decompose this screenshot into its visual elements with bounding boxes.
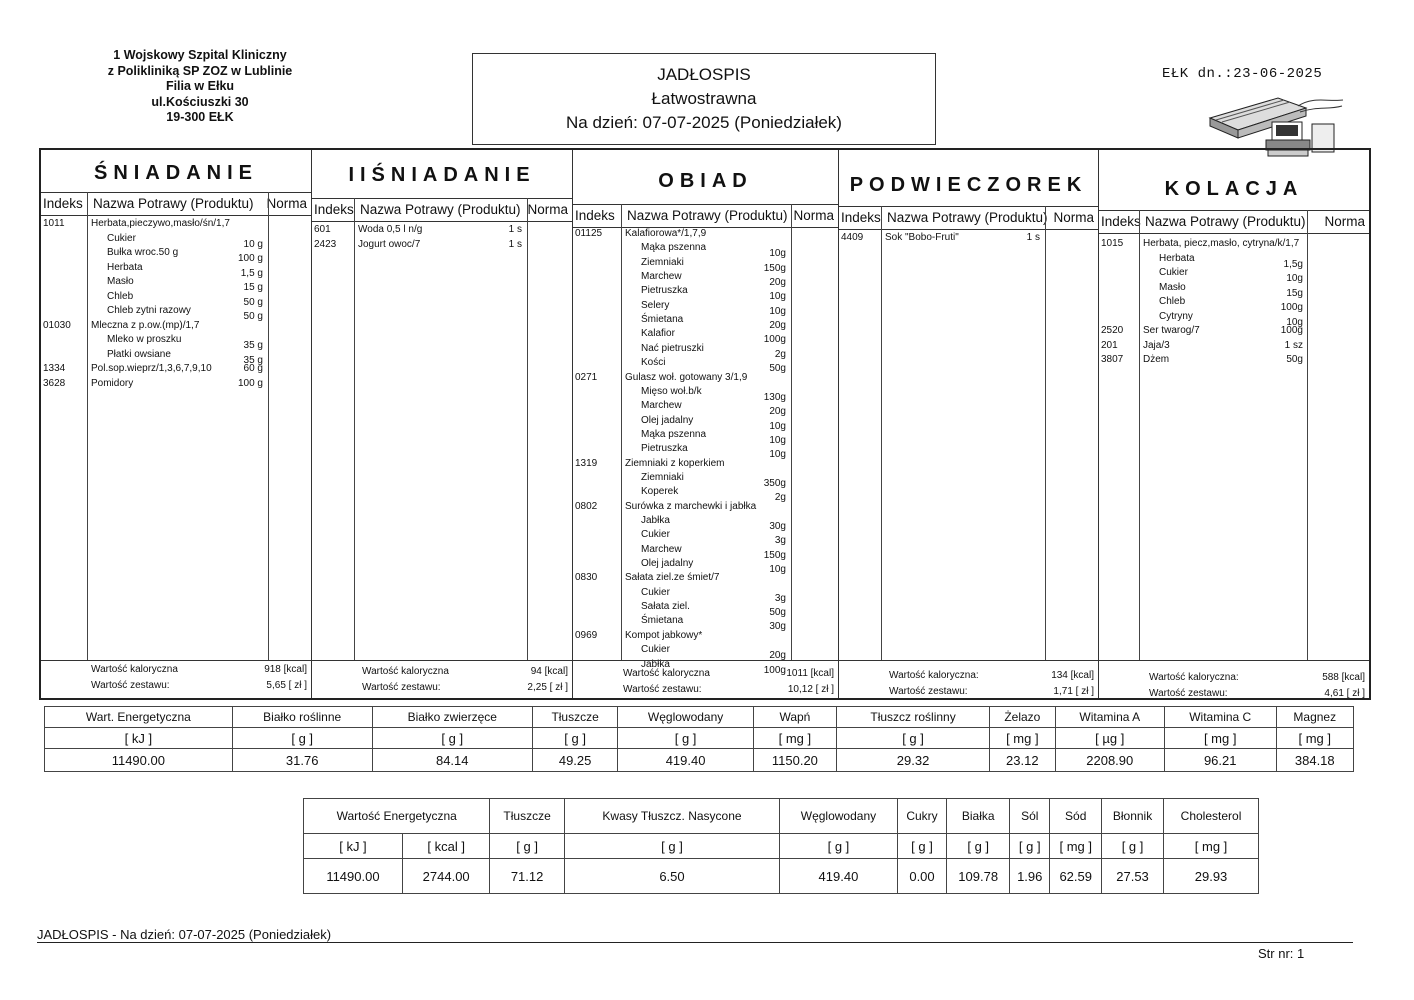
column-divider [268, 192, 269, 660]
title-box [472, 53, 936, 145]
nutrient-value: 6.50 [564, 859, 779, 894]
item-quantity: 1 sz [1284, 339, 1303, 351]
item-quantity: 100 g [237, 253, 263, 264]
item-quantity: 20g [769, 320, 786, 332]
column-header-index: Indeks [1101, 214, 1141, 229]
nutrient-header: Cukry [897, 799, 947, 834]
column-divider [1307, 210, 1308, 660]
page-title: JADŁOSPIS [657, 65, 751, 84]
item-name: Pomidory [91, 377, 134, 389]
nutrient-header: Sól [1010, 799, 1050, 834]
nutrient-unit: [ g ] [1102, 834, 1164, 859]
nutrient-unit: [ mg ] [1276, 728, 1353, 749]
column-header-index: Indeks [841, 210, 881, 225]
calorie-value: 918 [kcal] [264, 664, 307, 675]
column-header-norm: Norma [1324, 214, 1365, 229]
item-quantity: 20g [769, 277, 786, 289]
item-quantity: 60 g [243, 363, 263, 374]
item-name: Selery [641, 299, 670, 311]
item-quantity: 100 g [237, 377, 263, 389]
column-divider [527, 198, 528, 660]
column-header-row [573, 204, 838, 228]
item-index: 201 [1101, 339, 1118, 351]
item-name: Mięso woł.b/k [641, 385, 702, 397]
item-quantity: 15g [1286, 287, 1303, 299]
summary-divider [573, 660, 838, 661]
item-name: Chleb [1159, 296, 1186, 307]
item-name: Marchew [641, 400, 682, 412]
nutrient-unit: [ mg ] [1050, 834, 1102, 859]
item-index: 1011 [43, 218, 65, 229]
item-name: Chleb zytni razowy [107, 305, 191, 316]
nutrition-unit-row [45, 728, 1354, 749]
item-quantity: 50 g [243, 296, 263, 308]
item-quantity: 100g [1280, 302, 1303, 313]
item-quantity: 30g [769, 521, 786, 532]
cost-label: Wartość zestawu: [889, 686, 968, 697]
item-name: Mleczna z p.ow.(mp)/1,7 [91, 319, 200, 331]
item-name: Jabłka [641, 658, 670, 670]
cost-value: 5,65 [ zł ] [266, 680, 307, 691]
nutrient-header: Białko zwierzęce [372, 707, 532, 728]
item-name: Woda 0,5 l n/g [358, 224, 423, 235]
item-quantity: 1 s [1026, 232, 1040, 243]
nutrient-value: 84.14 [372, 749, 532, 772]
nutrient-unit: [ mg ] [1164, 728, 1276, 749]
cost-label: Wartość zestawu: [362, 682, 441, 693]
nutrient-value: 2744.00 [402, 859, 490, 894]
item-index: 01125 [575, 228, 603, 239]
column-header-row [312, 198, 572, 222]
cost-value: 2,25 [ zł ] [527, 682, 568, 693]
item-index: 1319 [575, 457, 598, 469]
item-name: Cukier [641, 644, 670, 656]
nutrient-unit: [ g ] [372, 728, 532, 749]
cost-label: Wartość zestawu: [1149, 688, 1228, 699]
section-title: ŚNIADANIE [93, 162, 258, 184]
nutrient-unit: [ g ] [837, 728, 990, 749]
nutrient-value: 11490.00 [304, 859, 403, 894]
cost-value: 4,61 [ zł ] [1324, 688, 1365, 699]
nutrient-header: Białko roślinne [232, 707, 372, 728]
item-quantity: 1 s [508, 238, 522, 250]
item-index: 601 [314, 224, 331, 235]
item-name: Cukier [641, 529, 670, 541]
nutrient-value: 419.40 [780, 859, 897, 894]
nutrition-label-table [303, 798, 1259, 894]
nutrient-value: 109.78 [947, 859, 1010, 894]
item-name: Marchew [641, 271, 682, 283]
summary-divider [839, 660, 1098, 661]
nutrient-header: Tłuszcze [532, 707, 618, 728]
nutrient-unit: [ g ] [897, 834, 947, 859]
column-divider [1139, 210, 1140, 660]
nutrient-value: 2208.90 [1055, 749, 1164, 772]
nutrient-value: 29.93 [1164, 859, 1259, 894]
nutrient-header: Magnez [1276, 707, 1353, 728]
nutrient-header: Węglowodany [618, 707, 753, 728]
column-divider [354, 198, 355, 660]
column-header-row [839, 206, 1098, 230]
section-obiad [573, 150, 839, 698]
item-name: Dżem [1143, 354, 1170, 365]
column-divider [881, 206, 882, 660]
nutrient-value: 31.76 [232, 749, 372, 772]
item-quantity: 10g [769, 420, 786, 432]
column-header-name: Nazwa Potrawy (Produktu) [360, 202, 521, 217]
nutrition-summary-table [44, 706, 1354, 772]
nutrition-header-row [304, 799, 1259, 834]
calorie-label: Wartość kaloryczna [623, 668, 710, 679]
item-index: 2520 [1101, 325, 1124, 336]
item-name: Herbata [107, 261, 143, 273]
footer-divider [37, 942, 1353, 943]
column-header-name: Nazwa Potrawy (Produktu) [887, 210, 1048, 225]
item-index: 3807 [1101, 354, 1124, 365]
item-quantity: 30g [769, 621, 786, 633]
diet-name: Łatwostrawna [651, 89, 757, 108]
nutrition-value-row [304, 859, 1259, 894]
nutrient-header: Żelazo [990, 707, 1056, 728]
item-name: Cukier [641, 586, 670, 598]
section-title: KOLACJA [1164, 178, 1304, 200]
item-name: Śmietana [641, 615, 684, 627]
column-header-index: Indeks [43, 196, 83, 211]
column-divider [87, 192, 88, 660]
calorie-value: 1011 [kcal] [786, 668, 834, 679]
item-quantity: 10 g [243, 238, 263, 250]
nutrient-value: 29.32 [837, 749, 990, 772]
calorie-value: 588 [kcal] [1322, 672, 1365, 683]
column-divider [621, 204, 622, 660]
item-name: Mąka pszenna [641, 242, 707, 254]
item-index: 1015 [1101, 238, 1124, 249]
item-name: Ziemniaki [641, 471, 684, 483]
column-header-norm: Norma [793, 208, 834, 223]
issue-date: EŁK dn.:23-06-2025 [1162, 66, 1323, 82]
nutrient-value: 23.12 [990, 749, 1056, 772]
item-index: 3628 [43, 377, 66, 389]
nutrient-header: Tłuszcz roślinny [837, 707, 990, 728]
item-name: Cukier [107, 232, 136, 244]
column-header-name: Nazwa Potrawy (Produktu) [93, 196, 254, 211]
item-name: Marchew [641, 543, 682, 555]
cost-label: Wartość zestawu: [623, 684, 702, 695]
summary-divider [312, 660, 572, 661]
item-name: Sałata ziel. [641, 601, 690, 613]
item-name: Masło [107, 276, 134, 287]
item-name: Chleb [107, 290, 134, 302]
nutrient-header: Wart. Energetyczna [45, 707, 233, 728]
item-name: Cytryny [1159, 310, 1193, 322]
item-name: Śmietana [641, 314, 684, 326]
item-quantity: 10g [769, 248, 786, 260]
item-quantity: 1 s [508, 224, 522, 235]
nutrient-unit: [ kcal ] [402, 834, 490, 859]
column-divider [791, 204, 792, 660]
menu-table [39, 148, 1371, 700]
item-index: 01030 [43, 319, 71, 331]
hospital-line: Filia w Ełku [165, 79, 235, 93]
nutrient-unit: [ g ] [947, 834, 1010, 859]
item-index: 0271 [575, 371, 598, 383]
nutrient-header: Białka [947, 799, 1010, 834]
item-index: 0969 [575, 629, 598, 641]
column-header-name: Nazwa Potrawy (Produktu) [627, 208, 788, 223]
item-name: Jogurt owoc/7 [358, 238, 421, 250]
nutrient-header: Witamina A [1055, 707, 1164, 728]
nutrient-unit: [ g ] [1010, 834, 1050, 859]
item-name: Jabłka [641, 515, 670, 526]
item-name: Kalafiorowa*/1,7,9 [625, 228, 707, 239]
item-name: Jaja/3 [1143, 339, 1170, 351]
item-name: Kalafior [641, 328, 675, 340]
nutrient-header: Błonnik [1102, 799, 1164, 834]
nutrient-unit: [ g ] [780, 834, 897, 859]
item-name: Olej jadalny [641, 414, 694, 426]
column-header-norm: Norma [266, 196, 307, 211]
calorie-value: 134 [kcal] [1051, 670, 1094, 681]
nutrient-header: Wapń [753, 707, 836, 728]
item-name: Surówka z marchewki i jabłka [625, 500, 757, 512]
item-quantity: 10g [769, 305, 786, 317]
item-name: Gulasz woł. gotowany 3/1,9 [625, 371, 748, 383]
section-title: PODWIECZOREK [849, 174, 1088, 196]
nutrient-unit: [ mg ] [990, 728, 1056, 749]
item-quantity: 35 g [243, 340, 263, 351]
calorie-label: Wartość kaloryczna [91, 664, 178, 675]
item-name: Płatki owsiane [107, 348, 171, 360]
item-quantity: 50 g [243, 311, 263, 322]
nutrient-unit: [ kJ ] [304, 834, 403, 859]
nutrient-value: 1150.20 [753, 749, 836, 772]
nutrient-header: Wartość Energetyczna [304, 799, 490, 834]
item-quantity: 130g [763, 391, 786, 403]
item-quantity: 35 g [243, 354, 263, 366]
nutrition-unit-row [304, 834, 1259, 859]
item-quantity: 50g [769, 363, 786, 375]
cost-value: 1,71 [ zł ] [1053, 686, 1094, 697]
item-quantity: 150g [763, 549, 786, 561]
item-quantity: 350g [763, 477, 786, 489]
item-name: Bułka wroc.50 g [107, 247, 179, 258]
item-name: Ziemniaki [641, 256, 684, 268]
item-quantity: 1,5 g [240, 267, 263, 279]
nutrient-value: 384.18 [1276, 749, 1353, 772]
nutrient-unit: [ g ] [490, 834, 564, 859]
page-number: Str nr: 1 [1258, 946, 1305, 961]
summary-divider [1099, 660, 1369, 661]
calorie-label: Wartość kaloryczna [362, 666, 449, 677]
item-quantity: 2g [774, 348, 786, 360]
menu-date: Na dzień: 07-07-2025 (Poniedziałek) [566, 113, 842, 132]
item-quantity: 100g [763, 334, 786, 346]
calorie-label: Wartość kaloryczna: [889, 670, 979, 681]
nutrient-header: Węglowodany [780, 799, 897, 834]
item-name: Herbata,pieczywo,masło/śn/1,7 [91, 218, 230, 229]
item-name: Masło [1159, 281, 1186, 293]
item-name: Pol.sop.wieprz/1,3,6,7,9,10 [91, 363, 212, 374]
item-index: 2423 [314, 238, 337, 250]
hospital-line: z Polikliniką SP ZOZ w Lublinie [107, 63, 293, 78]
nutrient-unit: [ µg ] [1055, 728, 1164, 749]
nutrient-value: 27.53 [1102, 859, 1164, 894]
item-name: Mleko w proszku [107, 334, 182, 345]
column-divider [1045, 206, 1046, 660]
item-name: Sok "Bobo-Fruti" [885, 232, 959, 243]
column-header-norm: Norma [527, 202, 568, 217]
item-quantity: 150g [763, 262, 786, 274]
cost-value: 10,12 [ zł ] [787, 684, 834, 695]
cost-label: Wartość zestawu: [91, 680, 170, 691]
item-name: Herbata [1159, 252, 1195, 264]
column-header-row [41, 192, 311, 216]
item-name: Sałata ziel.ze śmiet/7 [625, 572, 720, 584]
item-name: Koperek [641, 486, 679, 498]
item-quantity: 100g [1280, 325, 1303, 336]
item-name: Mąka pszenna [641, 428, 707, 440]
item-name: Ziemniaki z koperkiem [625, 457, 725, 469]
item-quantity: 100g [763, 664, 786, 676]
item-quantity: 10g [769, 434, 786, 446]
item-name: Cukier [1159, 267, 1188, 278]
nutrient-unit: [ g ] [564, 834, 779, 859]
item-quantity: 20g [769, 406, 786, 418]
nutrition-header-row [45, 707, 1354, 728]
nutrient-unit: [ mg ] [753, 728, 836, 749]
nutrient-header: Kwasy Tłuszcz. Nasycone [564, 799, 779, 834]
calorie-label: Wartość kaloryczna: [1149, 672, 1239, 683]
column-header-index: Indeks [314, 202, 354, 217]
item-name: Pietruszka [641, 285, 688, 297]
nutrient-unit: [ g ] [532, 728, 618, 749]
section-title: OBIAD [658, 170, 753, 192]
item-name: Nać pietruszki [641, 342, 704, 354]
item-index: 0830 [575, 572, 598, 584]
section-podwieczorek [839, 150, 1099, 698]
hospital-line: ul.Kościuszki 30 [151, 94, 249, 109]
nutrient-value: 49.25 [532, 749, 618, 772]
item-quantity: 3g [774, 592, 786, 604]
item-name: Olej jadalny [641, 558, 694, 570]
nutrient-header: Tłuszcze [490, 799, 564, 834]
nutrient-value: 71.12 [490, 859, 564, 894]
nutrient-value: 419.40 [618, 749, 753, 772]
section-title: IIŚNIADANIE [348, 164, 536, 186]
hospital-address [60, 48, 340, 126]
item-quantity: 10g [1286, 316, 1303, 328]
nutrient-value: 96.21 [1164, 749, 1276, 772]
item-quantity: 10g [1286, 273, 1303, 284]
item-index: 4409 [841, 232, 864, 243]
item-name: Kompot jabkowy* [625, 629, 703, 641]
item-quantity: 10g [769, 449, 786, 461]
nutrient-unit: [ g ] [232, 728, 372, 749]
column-header-index: Indeks [575, 208, 615, 223]
item-quantity: 50g [1286, 354, 1303, 365]
nutrient-value: 11490.00 [45, 749, 233, 772]
calorie-value: 94 [kcal] [530, 666, 568, 677]
nutrient-value: 0.00 [897, 859, 947, 894]
item-index: 0802 [575, 500, 598, 512]
section-kolacja [1099, 150, 1369, 698]
nutrient-value: 1.96 [1010, 859, 1050, 894]
item-quantity: 20g [769, 650, 786, 662]
nutrient-unit: [ mg ] [1164, 834, 1259, 859]
summary-divider [41, 660, 311, 661]
nutrient-header: Cholesterol [1164, 799, 1259, 834]
nutrient-header: Witamina C [1164, 707, 1276, 728]
item-quantity: 15 g [243, 282, 263, 293]
nutrient-unit: [ kJ ] [45, 728, 233, 749]
nutrient-header: Sód [1050, 799, 1102, 834]
footer-text: JADŁOSPIS - Na dzień: 07-07-2025 (Poniedziałek) [37, 927, 332, 942]
nutrition-value-row [45, 749, 1354, 772]
column-header-norm: Norma [1053, 210, 1094, 225]
section-ii-niadanie [312, 150, 573, 698]
item-name: Ser twarog/7 [1143, 325, 1200, 336]
column-header-name: Nazwa Potrawy (Produktu) [1145, 214, 1306, 229]
item-name: Pietruszka [641, 443, 688, 455]
item-quantity: 50g [769, 607, 786, 619]
section-niadanie [41, 150, 312, 698]
nutrient-value: 62.59 [1050, 859, 1102, 894]
nutrient-unit: [ g ] [618, 728, 753, 749]
item-quantity: 10g [769, 291, 786, 303]
item-name: Kości [641, 357, 666, 369]
item-quantity: 1,5g [1283, 258, 1303, 270]
item-index: 1334 [43, 363, 66, 374]
item-quantity: 10g [769, 564, 786, 576]
item-quantity: 3g [774, 535, 786, 547]
item-quantity: 2g [774, 492, 786, 504]
hospital-line: 19-300 EŁK [166, 110, 234, 124]
item-name: Herbata, piecz,masło, cytryna/k/1,7 [1143, 238, 1300, 249]
hospital-line: 1 Wojskowy Szpital Kliniczny [113, 48, 287, 62]
